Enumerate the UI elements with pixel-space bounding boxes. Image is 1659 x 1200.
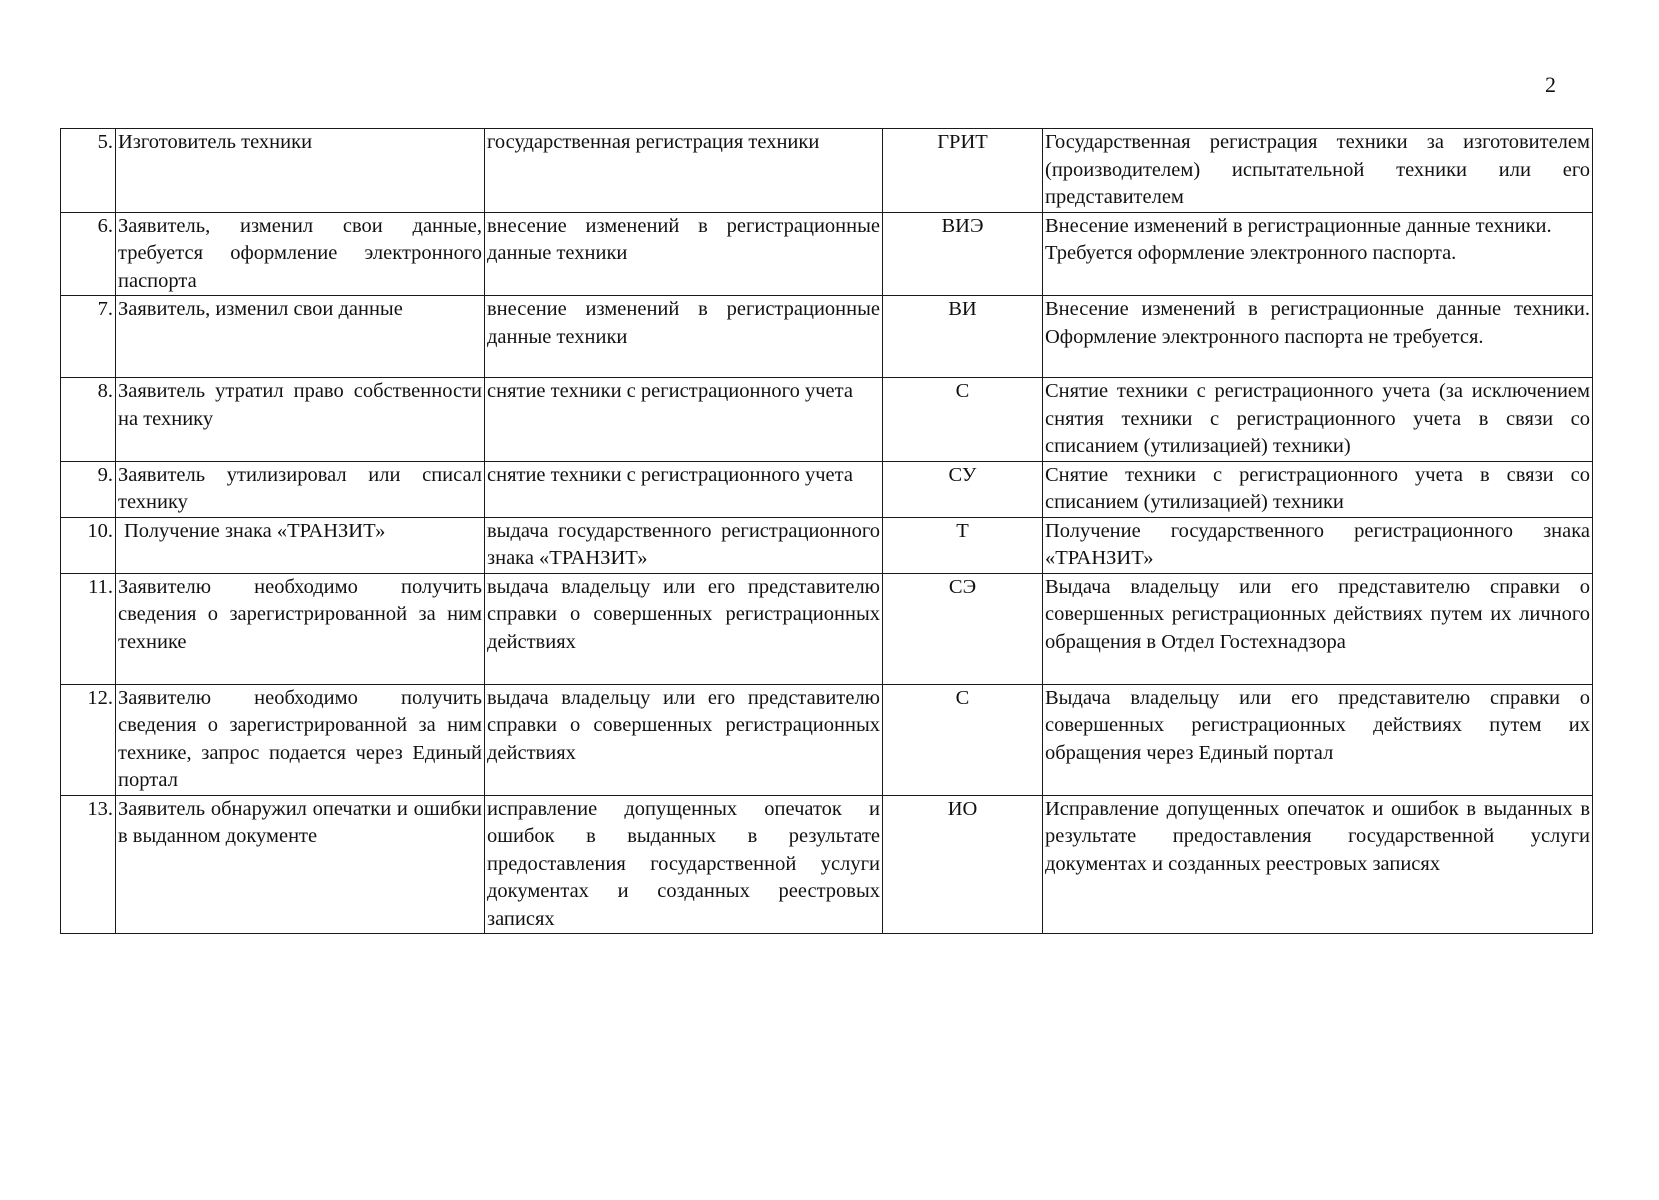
description-cell	[1043, 212, 1593, 296]
row-number: 6.	[61, 212, 116, 296]
situation-cell: Заявитель, изменил свои данные	[116, 296, 485, 378]
description-text: Внесение изменений в регистрационные данные техники.	[1045, 214, 1552, 237]
code-cell: СУ	[883, 461, 1043, 517]
code-cell: ВИЭ	[883, 212, 1043, 296]
registration-actions-table	[60, 128, 1593, 934]
table-row	[61, 573, 1593, 684]
table-row	[61, 795, 1593, 934]
action-cell: исправление допущенных опечаток и ошибок в выданных в результате предоставления государственной услуги документах и созданных реестровых записях	[485, 795, 883, 934]
row-number: 8.	[61, 378, 116, 462]
action-cell: выдача владельцу или его представителю справки о совершенных регистрационных действиях	[485, 684, 883, 795]
action-cell: снятие техники с регистрационного учета	[485, 461, 883, 517]
situation-cell: Заявитель, изменил свои данные, требуется оформление электронного паспорта	[116, 212, 485, 296]
table-row	[61, 517, 1593, 573]
page-number: 2	[1545, 72, 1556, 97]
row-number: 5.	[61, 129, 116, 213]
situation-cell: Заявителю необходимо получить сведения о зарегистрированной за ним технике	[116, 573, 485, 684]
row-number: 7.	[61, 296, 116, 378]
description-cell: Снятие техники с регистрационного учета в связи со списанием (утилизацией) техники	[1043, 461, 1593, 517]
row-number: 9.	[61, 461, 116, 517]
table-row	[61, 684, 1593, 795]
situation-cell: Изготовитель техники	[116, 129, 485, 213]
description-cell: Государственная регистрация техники за изготовителем (производителем) испытательной техники или его представителем	[1043, 129, 1593, 213]
code-cell: ВИ	[883, 296, 1043, 378]
row-number: 13.	[61, 795, 116, 934]
description-cell: Получение государственного регистрационного знака «ТРАНЗИТ»	[1043, 517, 1593, 573]
action-cell: государственная регистрация техники	[485, 129, 883, 213]
description-cell: Внесение изменений в регистрационные данные техники. Оформление электронного паспорта не требуется.	[1043, 296, 1593, 378]
code-cell: ИО	[883, 795, 1043, 934]
situation-cell: Заявителю необходимо получить сведения о зарегистрированной за ним технике, запрос подается через Единый портал	[116, 684, 485, 795]
description-cell: Исправление допущенных опечаток и ошибок в выданных в результате предоставления государственной услуги документах и созданных реестровых записях	[1043, 795, 1593, 934]
situation-cell: Заявитель утратил право собственности на технику	[116, 378, 485, 462]
situation-cell: Получение знака «ТРАНЗИТ»	[116, 517, 485, 573]
description-text-extra: Требуется оформление электронного паспорта.	[1045, 242, 1457, 264]
table-row	[61, 378, 1593, 462]
table-row	[61, 212, 1593, 296]
description-cell: Выдача владельцу или его представителю справки о совершенных регистрационных действиях путем их личного обращения в Отдел Гостехнадзора	[1043, 573, 1593, 684]
table-row	[61, 461, 1593, 517]
action-cell: выдача владельцу или его представителю справки о совершенных регистрационных действиях	[485, 573, 883, 684]
situation-cell: Заявитель утилизировал или списал технику	[116, 461, 485, 517]
table-row	[61, 296, 1593, 378]
description-cell: Выдача владельцу или его представителю справки о совершенных регистрационных действиях путем их обращения через Единый портал	[1043, 684, 1593, 795]
situation-cell: Заявитель обнаружил опечатки и ошибки в выданном документе	[116, 795, 485, 934]
row-number: 11.	[61, 573, 116, 684]
code-cell: Т	[883, 517, 1043, 573]
action-cell: выдача государственного регистрационного знака «ТРАНЗИТ»	[485, 517, 883, 573]
action-cell: снятие техники с регистрационного учета	[485, 378, 883, 462]
code-cell: С	[883, 378, 1043, 462]
code-cell: С	[883, 684, 1043, 795]
code-cell: СЭ	[883, 573, 1043, 684]
description-cell: Снятие техники с регистрационного учета (за исключением снятия техники с регистрационного учета в связи со списанием (утилизацией) техники)	[1043, 378, 1593, 462]
action-cell: внесение изменений в регистрационные данные техники	[485, 212, 883, 296]
code-cell: ГРИТ	[883, 129, 1043, 213]
table-row	[61, 129, 1593, 213]
action-cell: внесение изменений в регистрационные данные техники	[485, 296, 883, 378]
row-number: 10.	[61, 517, 116, 573]
row-number: 12.	[61, 684, 116, 795]
